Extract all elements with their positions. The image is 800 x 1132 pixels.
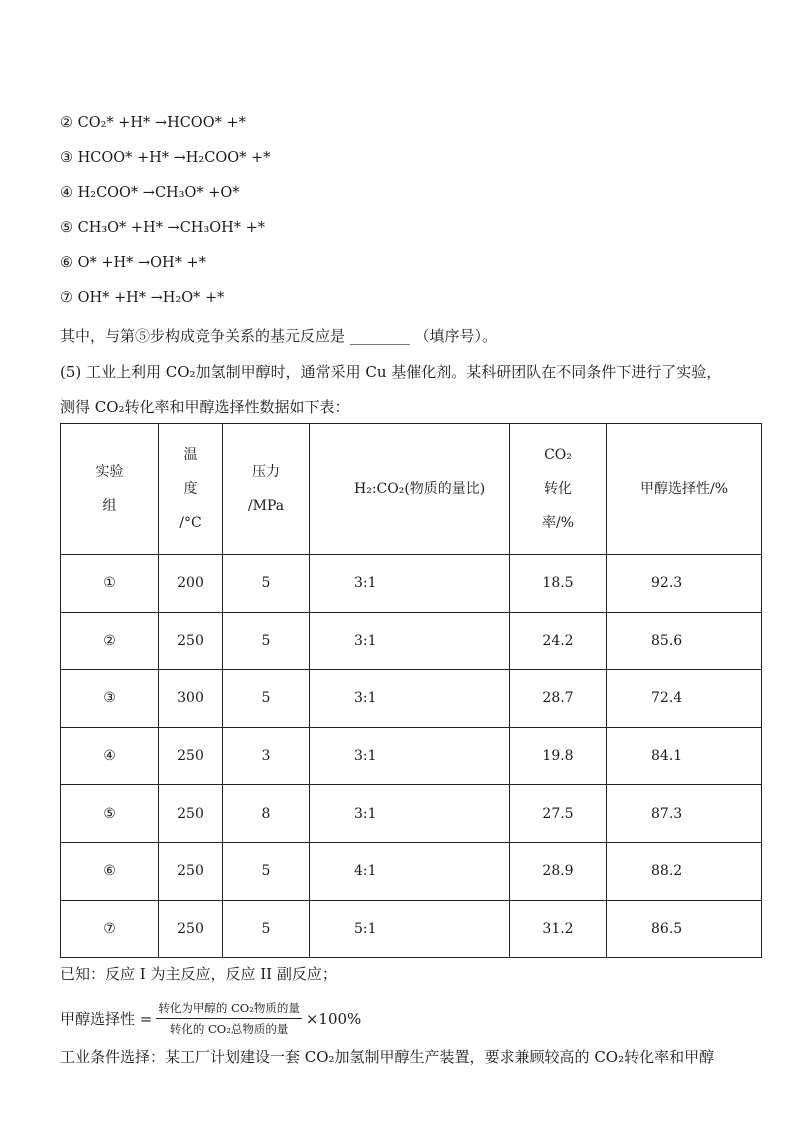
table-row [61, 842, 762, 900]
experiment-table [60, 423, 762, 958]
reaction-5: ⑤ CH₃O* +H* →CH₃OH* +* [60, 220, 266, 236]
cell-pressure: 5 [223, 900, 310, 958]
reaction-7: ⑦ OH* +H* →H₂O* +* [60, 290, 225, 306]
cell-conversion: 24.2 [510, 612, 607, 670]
table-header-row [61, 424, 762, 555]
cell-pressure: 5 [223, 555, 310, 613]
formula-numerator: 转化为甲醇的 CO₂物质的量 [156, 1000, 302, 1019]
cell-selectivity: 84.1 [607, 727, 762, 785]
cell-group: ④ [61, 727, 159, 785]
cell-selectivity: 87.3 [607, 785, 762, 843]
formula-fraction [156, 1000, 302, 1037]
cell-pressure: 5 [223, 842, 310, 900]
cell-group: ② [61, 612, 159, 670]
cell-pressure: 8 [223, 785, 310, 843]
header-temperature: 温 度 /°C [159, 424, 223, 555]
formula-lhs: 甲醇选择性 = [60, 1010, 153, 1028]
header-selectivity: 甲醇选择性/% [607, 424, 762, 555]
cell-temperature: 300 [159, 670, 223, 728]
cell-conversion: 31.2 [510, 900, 607, 958]
cell-group: ① [61, 555, 159, 613]
reaction-3: ③ HCOO* +H* →H₂COO* +* [60, 150, 271, 166]
cell-conversion: 18.5 [510, 555, 607, 613]
cell-group: ⑤ [61, 785, 159, 843]
cell-pressure: 5 [223, 612, 310, 670]
table-row [61, 612, 762, 670]
cell-selectivity: 88.2 [607, 842, 762, 900]
cell-temperature: 250 [159, 842, 223, 900]
cell-temperature: 250 [159, 612, 223, 670]
reaction-6: ⑥ O* +H* →OH* +* [60, 255, 206, 271]
question-line: 其中，与第⑤步构成竞争关系的基元反应是 ________ （填序号）。 [60, 327, 498, 345]
cell-selectivity: 92.3 [607, 555, 762, 613]
cell-selectivity: 85.6 [607, 612, 762, 670]
cell-ratio: 3:1 [310, 555, 510, 613]
cell-selectivity: 72.4 [607, 670, 762, 728]
cell-ratio: 4:1 [310, 842, 510, 900]
header-ratio: H₂:CO₂(物质的量比) [310, 424, 510, 555]
table-row [61, 555, 762, 613]
cell-ratio: 3:1 [310, 612, 510, 670]
part5-intro-line2: 测得 CO₂转化率和甲醇选择性数据如下表： [60, 398, 350, 416]
table-row [61, 900, 762, 958]
cell-ratio: 3:1 [310, 727, 510, 785]
cell-group: ⑥ [61, 842, 159, 900]
part5-intro-line1: (5) 工业上利用 CO₂加氢制甲醇时，通常采用 Cu 基催化剂。某科研团队在不同条件下进行了实验， [60, 363, 722, 381]
industrial-condition-line: 工业条件选择：某工厂计划建设一套 CO₂加氢制甲醇生产装置，要求兼顾较高的 CO₂转化率和甲醇 [60, 1048, 715, 1066]
cell-temperature: 250 [159, 727, 223, 785]
reaction-4: ④ H₂COO* →CH₃O* +O* [60, 185, 240, 201]
selectivity-formula [60, 1000, 361, 1037]
cell-conversion: 28.7 [510, 670, 607, 728]
cell-conversion: 27.5 [510, 785, 607, 843]
formula-rhs: ×100% [305, 1009, 362, 1028]
known-line: 已知：反应 I 为主反应，反应 II 副反应； [60, 965, 337, 983]
cell-ratio: 5:1 [310, 900, 510, 958]
cell-temperature: 250 [159, 900, 223, 958]
header-conversion: CO₂ 转化 率/% [510, 424, 607, 555]
reaction-2: ② CO₂* +H* →HCOO* +* [60, 115, 246, 131]
cell-group: ⑦ [61, 900, 159, 958]
cell-conversion: 19.8 [510, 727, 607, 785]
table-row [61, 670, 762, 728]
cell-temperature: 200 [159, 555, 223, 613]
cell-ratio: 3:1 [310, 670, 510, 728]
header-group: 实验 组 [61, 424, 159, 555]
formula-denominator: 转化的 CO₂总物质的量 [169, 1022, 289, 1036]
cell-ratio: 3:1 [310, 785, 510, 843]
cell-conversion: 28.9 [510, 842, 607, 900]
cell-group: ③ [61, 670, 159, 728]
cell-selectivity: 86.5 [607, 900, 762, 958]
cell-pressure: 5 [223, 670, 310, 728]
table-row [61, 785, 762, 843]
table-row [61, 727, 762, 785]
cell-pressure: 3 [223, 727, 310, 785]
header-pressure: 压力 /MPa [223, 424, 310, 555]
cell-temperature: 250 [159, 785, 223, 843]
